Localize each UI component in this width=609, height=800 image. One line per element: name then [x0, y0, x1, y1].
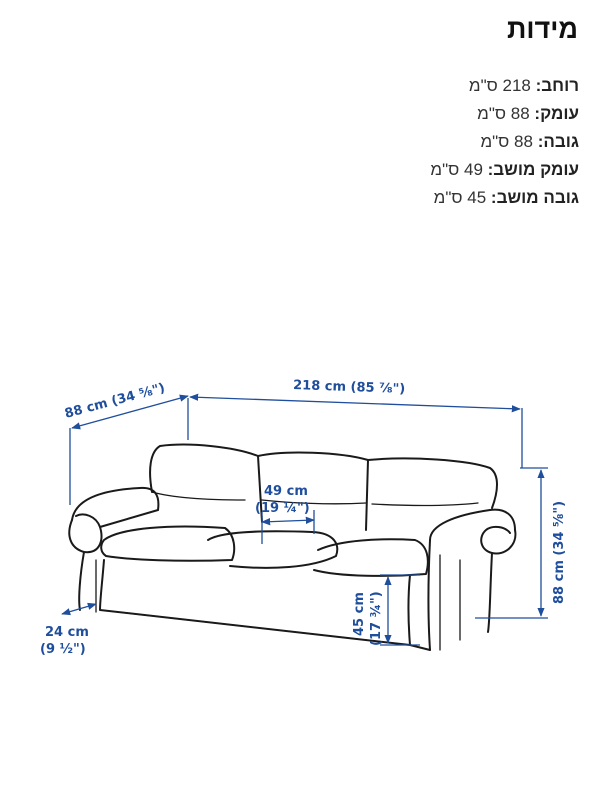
- spec-label: גובה מושב:: [490, 188, 579, 207]
- spec-value: 88 ס"מ: [477, 104, 535, 123]
- spec-value: 218 ס"מ: [468, 76, 536, 95]
- width-dimension-label: 218 cm (85 ⅞"): [292, 378, 406, 397]
- seat-depth-cm-label: 49 cm: [264, 484, 308, 499]
- seat-height-cm-label: 45 cm: [352, 592, 367, 636]
- dimension-lines: [62, 396, 548, 645]
- height-dimension-label: 88 cm (34 ⅝"): [552, 500, 567, 604]
- spec-value: 88 ס"מ: [480, 132, 538, 151]
- spec-label: גובה:: [537, 132, 579, 151]
- seat-depth-in-label: (19 ¼"): [255, 501, 310, 516]
- spec-label: עומק:: [534, 104, 579, 123]
- arm-width-cm-label: 24 cm: [45, 625, 89, 640]
- arm-width-in-label: (9 ½"): [40, 642, 86, 657]
- sofa-drawing: [69, 445, 515, 650]
- page-title: מידות: [507, 14, 578, 44]
- spec-label: רוחב:: [535, 76, 579, 95]
- spec-value: 49 ס"מ: [430, 160, 488, 179]
- depth-dimension-label: 88 cm (34 ⅝"): [63, 380, 167, 422]
- spec-value: 45 ס"מ: [433, 188, 491, 207]
- spec-label: עומק מושב:: [487, 160, 579, 179]
- seat-height-in-label: (17 ¾"): [369, 591, 384, 646]
